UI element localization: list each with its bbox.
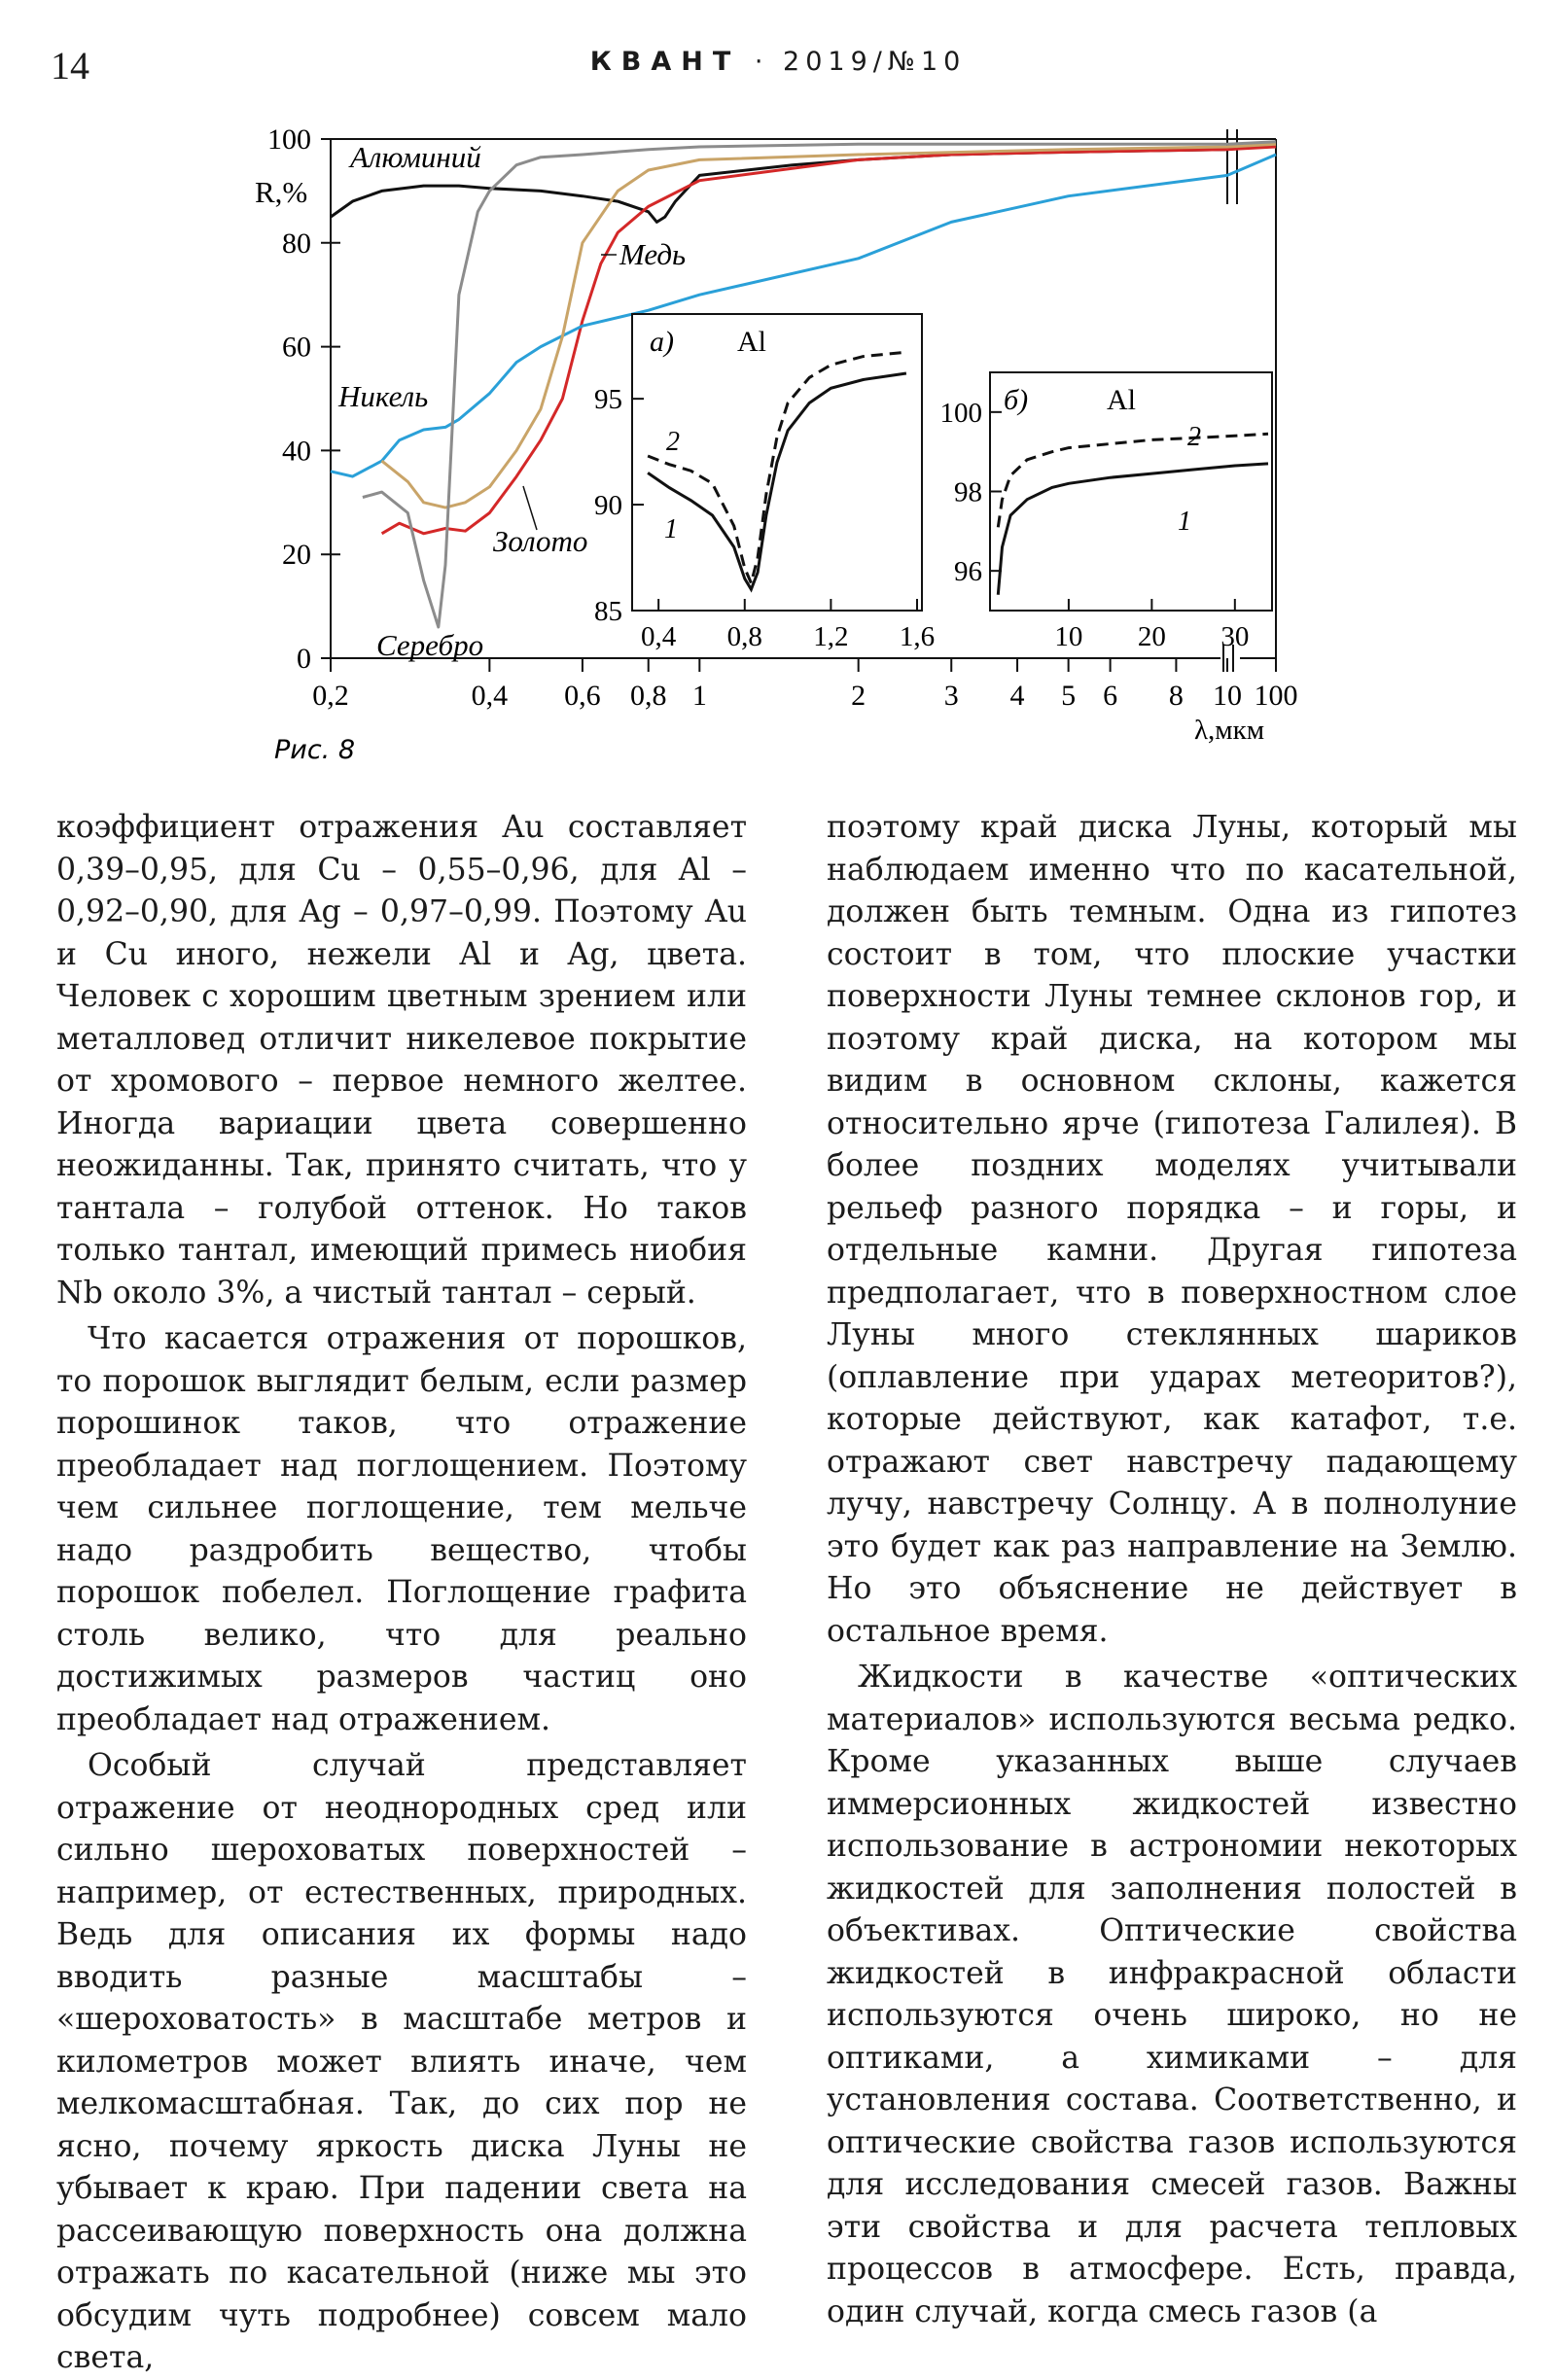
x-tick-label: 4 xyxy=(1009,680,1025,712)
label-nickel: Никель xyxy=(338,379,429,413)
text-column-left xyxy=(56,807,747,2380)
inset-a-y-tick-label: 95 xyxy=(594,384,622,416)
figure-8 xyxy=(0,0,1556,778)
inset-b-curve2-label: 2 xyxy=(1187,422,1201,452)
y-tick-label: 40 xyxy=(282,435,311,468)
inset-b-tag: б) xyxy=(1004,384,1029,416)
inset-b-x-tick-label: 10 xyxy=(1054,621,1083,652)
inset-b-y-tick-label: 100 xyxy=(939,397,982,429)
inset-a-element: Al xyxy=(737,326,766,358)
paragraph: Что касается отражения от порошков, то порошок выглядит белым, если размер порошинок таков, что отражение преобладает над поглощением. Поэтому чем сильнее поглощение, тем мельче надо раздробить вещество, чтобы порошок побелел. Поглощение графита столь велико, что для реально достижимых размеров частиц оно преобладает над отражением. xyxy=(56,1321,747,1737)
inset-a-y-tick-label: 90 xyxy=(594,490,622,522)
inset-a xyxy=(594,314,935,652)
inset-b-y-tick-label: 96 xyxy=(954,556,982,588)
y-axis-label: R,% xyxy=(255,175,308,209)
inset-a-tag: а) xyxy=(650,326,674,358)
inset-b-element: Al xyxy=(1107,384,1136,416)
x-tick-label: 2 xyxy=(851,680,866,712)
y-tick-label: 0 xyxy=(297,643,311,675)
y-tick-label: 100 xyxy=(267,123,311,156)
label-aluminum: Алюминий xyxy=(350,140,481,174)
x-tick-label: 5 xyxy=(1061,680,1077,712)
inset-b xyxy=(940,372,1273,652)
inset-a-x-tick-label: 1,6 xyxy=(899,621,936,652)
paragraph: поэтому край диска Луны, который мы наблюдаем именно что по касательной, должен быть темным. Одна из гипотез состоит в том, что плоские участки поверхности Луны темнее склонов гор, и поэтому край диска, на котором мы видим в основном склоны, кажется относительно ярче (гипотеза Галилея). В более поздних моделях учитывали рельеф разного порядка – и горы, и отдельные камни. Другая гипотеза предполагает, что в поверхностном слое Луны много стеклянных шариков (оплавление при ударах метеоритов?), которые действуют, как катафот, т.е. отражают свет навстречу падающему лучу, навстречу Солнцу. А в полнолуние это будет как раз направление на Землю. Но это объяснение не действует в остальное время. xyxy=(827,810,1517,1649)
y-tick-label: 60 xyxy=(282,331,311,364)
y-tick-label: 20 xyxy=(282,539,311,572)
head-separator: · xyxy=(754,47,769,77)
inset-b-curve1-label: 1 xyxy=(1178,507,1191,537)
issue-number: 2019/№10 xyxy=(783,47,967,77)
x-tick-label: 8 xyxy=(1168,680,1184,712)
x-tick-label: 10 xyxy=(1213,680,1242,712)
inset-b-x-tick-label: 30 xyxy=(1220,621,1250,652)
x-tick-label: 6 xyxy=(1103,680,1118,712)
x-tick-label: 0,8 xyxy=(629,680,667,712)
paragraph: Жидкости в качестве «оптических материалов» используются весьма редко. Кроме указанных выше случаев иммерсионных жидкостей известно использование в астрономии некоторых жидкостей для заполнения полостей в объективах. Оптические свойства жидкостей в инфракрасной области используются очень широко, но не оптиками, а химиками – для установления состава. Соответственно, и оптические свойства газов используются для исследования смесей газов. Важны эти свойства и для расчета тепловых процессов в атмосфере. Есть, правда, один случай, когда смесь газов (а xyxy=(827,1660,1517,2329)
label-gold: Золото xyxy=(493,524,588,558)
inset-a-x-tick-label: 1,2 xyxy=(813,621,849,652)
inset-a-x-tick-label: 0,4 xyxy=(641,621,677,652)
x-axis-label: λ,мкм xyxy=(1194,715,1265,746)
paragraph: коэффициент отражения Au составляет 0,39–0,95, для Cu – 0,55–0,96, для Al – 0,92–0,90, для Ag – 0,97–0,99. Поэтому Au и Cu иного, нежели Al и Ag, цвета. Человек с хорошим цветным зрением или металловед отличит никелевое покрытие от хромового – первое немного желтее. Иногда вариации цвета совершенно неожиданны. Так, принято считать, что у тантала – голубой оттенок. Но таков только тантал, имеющий примесь ниобия Nb около 3%, а чистый тантал – серый. xyxy=(56,810,747,1311)
figure-caption: Рис. 8 xyxy=(274,735,356,765)
inset-a-x-tick-label: 0,8 xyxy=(726,621,762,652)
journal-title: КВАНТ xyxy=(589,47,741,77)
label-silver: Серебро xyxy=(376,628,484,662)
inset-a-y-tick-label: 85 xyxy=(594,596,622,627)
text-column-right xyxy=(827,807,1517,2333)
page-number: 14 xyxy=(51,44,89,88)
x-tick-label: 0,6 xyxy=(564,680,601,712)
paragraph: Особый случай представляет отражение от неоднородных сред или сильно шероховатых поверхностей – например, от естественных, природных. Ведь для описания их формы надо вводить разные масштабы – «шероховатость» в масштабе метров и километров может влиять иначе, чем мелкомасштабная. Так, до сих пор не ясно, почему яркость диска Луны не убывает к краю. При падении света на рассеивающую поверхность она должна отражать по касательной (ниже мы это обсудим чуть подробнее) совсем мало света, xyxy=(56,1748,747,2375)
inset-a-curve1-label: 1 xyxy=(664,514,678,544)
x-tick-label: 0,4 xyxy=(471,680,509,712)
x-tick-label: 0,2 xyxy=(312,680,349,712)
x-tick-label: 1 xyxy=(691,680,707,712)
x-tick-label: 3 xyxy=(943,680,959,712)
inset-a-curve2-label: 2 xyxy=(666,427,680,457)
inset-b-x-tick-label: 20 xyxy=(1137,621,1166,652)
label-copper: Медь xyxy=(619,237,687,271)
inset-b-y-tick-label: 98 xyxy=(954,476,982,508)
y-tick-label: 80 xyxy=(282,227,311,260)
x-tick-label: 100 xyxy=(1254,680,1298,712)
